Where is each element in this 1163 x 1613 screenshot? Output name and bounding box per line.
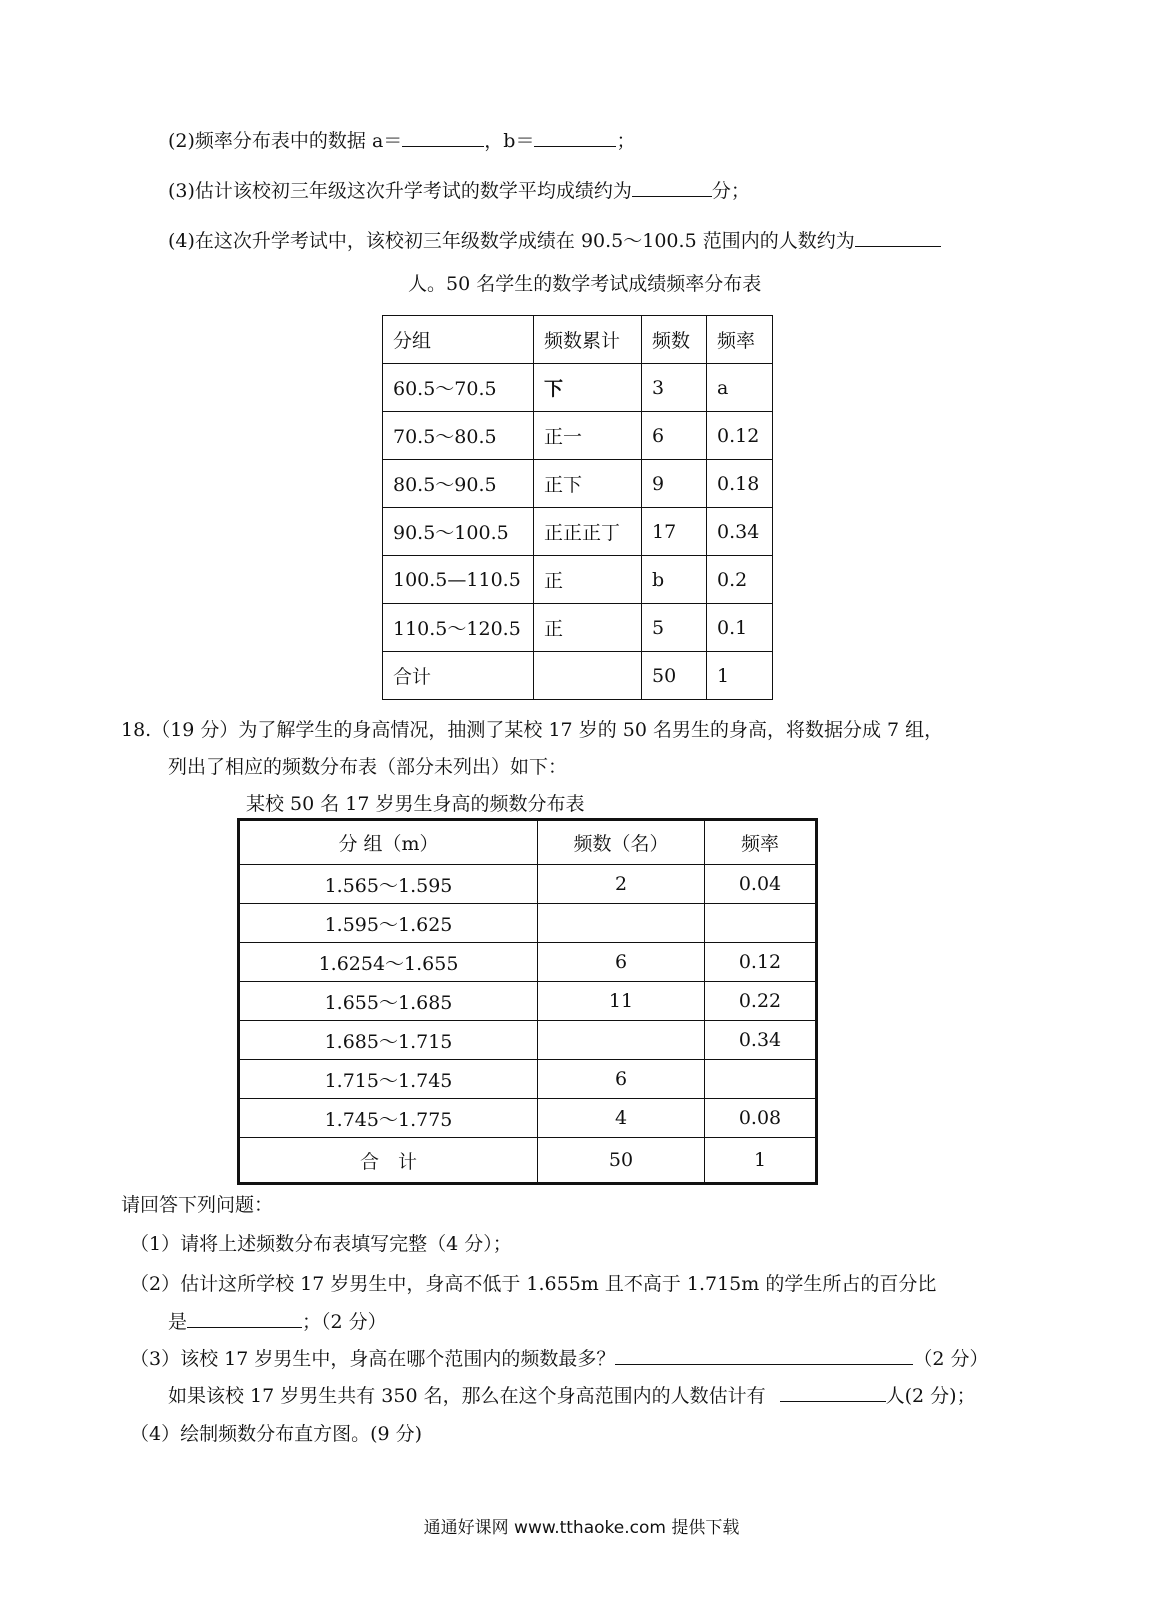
table-row bbox=[383, 460, 773, 508]
q18-part4: （4）绘制频数分布直方图。(9 分) bbox=[130, 1423, 423, 1445]
q18-part1: （1）请将上述频数分布表填写完整（4 分）； bbox=[130, 1233, 512, 1255]
table2-header-cell: 频数（名） bbox=[538, 820, 705, 865]
table1-cell: 0.12 bbox=[707, 412, 773, 460]
table2-header-cell: 分 组（m） bbox=[239, 820, 538, 865]
table2-cell: 1.685～1.715 bbox=[239, 1021, 538, 1060]
q18-part3a-pre: （3）该校 17 岁男生中，身高在哪个范围内的频数最多？ bbox=[130, 1348, 616, 1370]
q17-part3-text2: 分； bbox=[711, 180, 750, 202]
q17-part2-text1: (2)频率分布表中的数据 a＝ bbox=[168, 130, 403, 152]
table2-total-row bbox=[239, 1138, 817, 1184]
table1-cell: 5 bbox=[642, 604, 707, 652]
table1-cell: 6 bbox=[642, 412, 707, 460]
table1-tally-cell: 正一 bbox=[534, 412, 642, 460]
q18-answer-prompt: 请回答下列问题： bbox=[121, 1194, 274, 1216]
frequency-table-1 bbox=[382, 315, 773, 700]
table1-tally-cell: 下 bbox=[534, 364, 642, 412]
frequency-table-2 bbox=[237, 818, 818, 1185]
q18-part3b-post: 人(2 分)； bbox=[885, 1385, 976, 1407]
table1-header-cell: 频数累计 bbox=[534, 316, 642, 364]
table2-header-row bbox=[239, 820, 817, 865]
table-row bbox=[239, 904, 817, 943]
table1-cell: 3 bbox=[642, 364, 707, 412]
q18-part2b-post: ；（2 分） bbox=[302, 1311, 387, 1333]
table1-cell: 100.5—110.5 bbox=[383, 556, 534, 604]
table2-cell: 0.12 bbox=[705, 943, 817, 982]
table1-header-cell: 分组 bbox=[383, 316, 534, 364]
q18-part3b bbox=[168, 1383, 976, 1408]
table1-cell: b bbox=[642, 556, 707, 604]
table-row bbox=[383, 556, 773, 604]
q17-part4-text1: (4)在这次升学考试中，该校初三年级数学成绩在 90.5～100.5 范围内的人数约为 bbox=[168, 230, 855, 252]
table2-cell: 6 bbox=[538, 1060, 705, 1099]
q18-part3a-post: （2 分） bbox=[913, 1348, 989, 1370]
table1-cell: 9 bbox=[642, 460, 707, 508]
q18-part2a: （2）估计这所学校 17 岁男生中，身高不低于 1.655m 且不高于 1.715m 的学生所占的百分比 bbox=[130, 1273, 937, 1295]
table-row bbox=[383, 508, 773, 556]
table-row bbox=[239, 1021, 817, 1060]
table1-title: 50 名学生的数学考试成绩频率分布表 bbox=[446, 273, 762, 295]
table2-header-cell: 频率 bbox=[705, 820, 817, 865]
table2-cell: 0.34 bbox=[705, 1021, 817, 1060]
table1-cell: 1 bbox=[707, 652, 773, 700]
q17-part4-continuation: 人。 bbox=[408, 273, 447, 295]
q18-part2b-pre: 是 bbox=[168, 1311, 188, 1333]
q17-part3 bbox=[168, 178, 750, 203]
table2-cell: 2 bbox=[538, 865, 705, 904]
page-footer: 通通好课网 www.tthaoke.com 提供下载 bbox=[423, 1518, 740, 1538]
table1-cell: 0.2 bbox=[707, 556, 773, 604]
table-row bbox=[239, 1099, 817, 1138]
answer-blank-estimate bbox=[780, 1383, 886, 1402]
answer-blank-average bbox=[632, 178, 712, 197]
table1-caption bbox=[408, 272, 761, 296]
table1-cell: 0.34 bbox=[707, 508, 773, 556]
answer-blank-range bbox=[615, 1346, 913, 1365]
q17-part4 bbox=[168, 228, 941, 253]
q18-part2b bbox=[168, 1309, 387, 1334]
table1-cell: 17 bbox=[642, 508, 707, 556]
table2-cell: 0.08 bbox=[705, 1099, 817, 1138]
table2-cell: 1.595～1.625 bbox=[239, 904, 538, 943]
table2-cell: 1.715～1.745 bbox=[239, 1060, 538, 1099]
q18-part3a bbox=[130, 1346, 989, 1371]
table-row bbox=[383, 604, 773, 652]
table2-cell: 1.655～1.685 bbox=[239, 982, 538, 1021]
q18-part3b-pre: 如果该校 17 岁男生共有 350 名，那么在这个身高范围内的人数估计有 bbox=[168, 1385, 766, 1407]
q18-line1: 18.（19 分）为了解学生的身高情况，抽测了某校 17 岁的 50 名男生的身高，将数据分成 7 组， bbox=[121, 719, 944, 741]
table1-cell: a bbox=[707, 364, 773, 412]
table-row bbox=[383, 412, 773, 460]
table2-cell: 合 计 bbox=[239, 1138, 538, 1184]
table2-cell: 0.04 bbox=[705, 865, 817, 904]
table1-tally-cell: 正 bbox=[534, 556, 642, 604]
table1-header-cell: 频率 bbox=[707, 316, 773, 364]
answer-blank-a bbox=[402, 128, 484, 147]
table-row bbox=[239, 865, 817, 904]
table1-tally-cell bbox=[534, 652, 642, 700]
table1-cell: 80.5～90.5 bbox=[383, 460, 534, 508]
table-row bbox=[239, 1060, 817, 1099]
q17-part2-text2: ，b＝ bbox=[484, 130, 535, 152]
q17-part2-text3: ； bbox=[616, 130, 636, 152]
table2-cell: 1.565～1.595 bbox=[239, 865, 538, 904]
table2-cell bbox=[705, 904, 817, 943]
answer-blank-b bbox=[534, 128, 616, 147]
table2-cell: 11 bbox=[538, 982, 705, 1021]
q18-line2: 列出了相应的频数分布表（部分未列出）如下： bbox=[168, 756, 568, 778]
table1-header-cell: 频数 bbox=[642, 316, 707, 364]
table2-cell: 1.6254～1.655 bbox=[239, 943, 538, 982]
table2-cell: 4 bbox=[538, 1099, 705, 1138]
table1-cell: 合计 bbox=[383, 652, 534, 700]
table1-tally-cell: 正正正丁 bbox=[534, 508, 642, 556]
table2-title: 某校 50 名 17 岁男生身高的频数分布表 bbox=[246, 793, 585, 815]
table1-cell: 90.5～100.5 bbox=[383, 508, 534, 556]
table1-tally-cell: 正下 bbox=[534, 460, 642, 508]
q17-part3-text1: (3)估计该校初三年级这次升学考试的数学平均成绩约为 bbox=[168, 180, 632, 202]
table-row bbox=[239, 982, 817, 1021]
table1-cell: 110.5～120.5 bbox=[383, 604, 534, 652]
q17-part2 bbox=[168, 128, 635, 153]
answer-blank-count bbox=[855, 228, 941, 247]
table1-cell: 50 bbox=[642, 652, 707, 700]
table1-cell: 70.5～80.5 bbox=[383, 412, 534, 460]
table1-cell: 0.1 bbox=[707, 604, 773, 652]
table2-cell: 6 bbox=[538, 943, 705, 982]
table2-cell bbox=[538, 904, 705, 943]
table2-cell: 0.22 bbox=[705, 982, 817, 1021]
table2-cell bbox=[538, 1021, 705, 1060]
answer-blank-percentage bbox=[187, 1309, 302, 1328]
table-row bbox=[383, 652, 773, 700]
table-row bbox=[239, 943, 817, 982]
table2-cell: 50 bbox=[538, 1138, 705, 1184]
table1-tally-cell: 正 bbox=[534, 604, 642, 652]
table1-cell: 0.18 bbox=[707, 460, 773, 508]
table-row bbox=[383, 364, 773, 412]
table1-cell: 60.5～70.5 bbox=[383, 364, 534, 412]
table2-cell: 1.745～1.775 bbox=[239, 1099, 538, 1138]
table1-header-row bbox=[383, 316, 773, 364]
table2-cell: 1 bbox=[705, 1138, 817, 1184]
table2-cell bbox=[705, 1060, 817, 1099]
